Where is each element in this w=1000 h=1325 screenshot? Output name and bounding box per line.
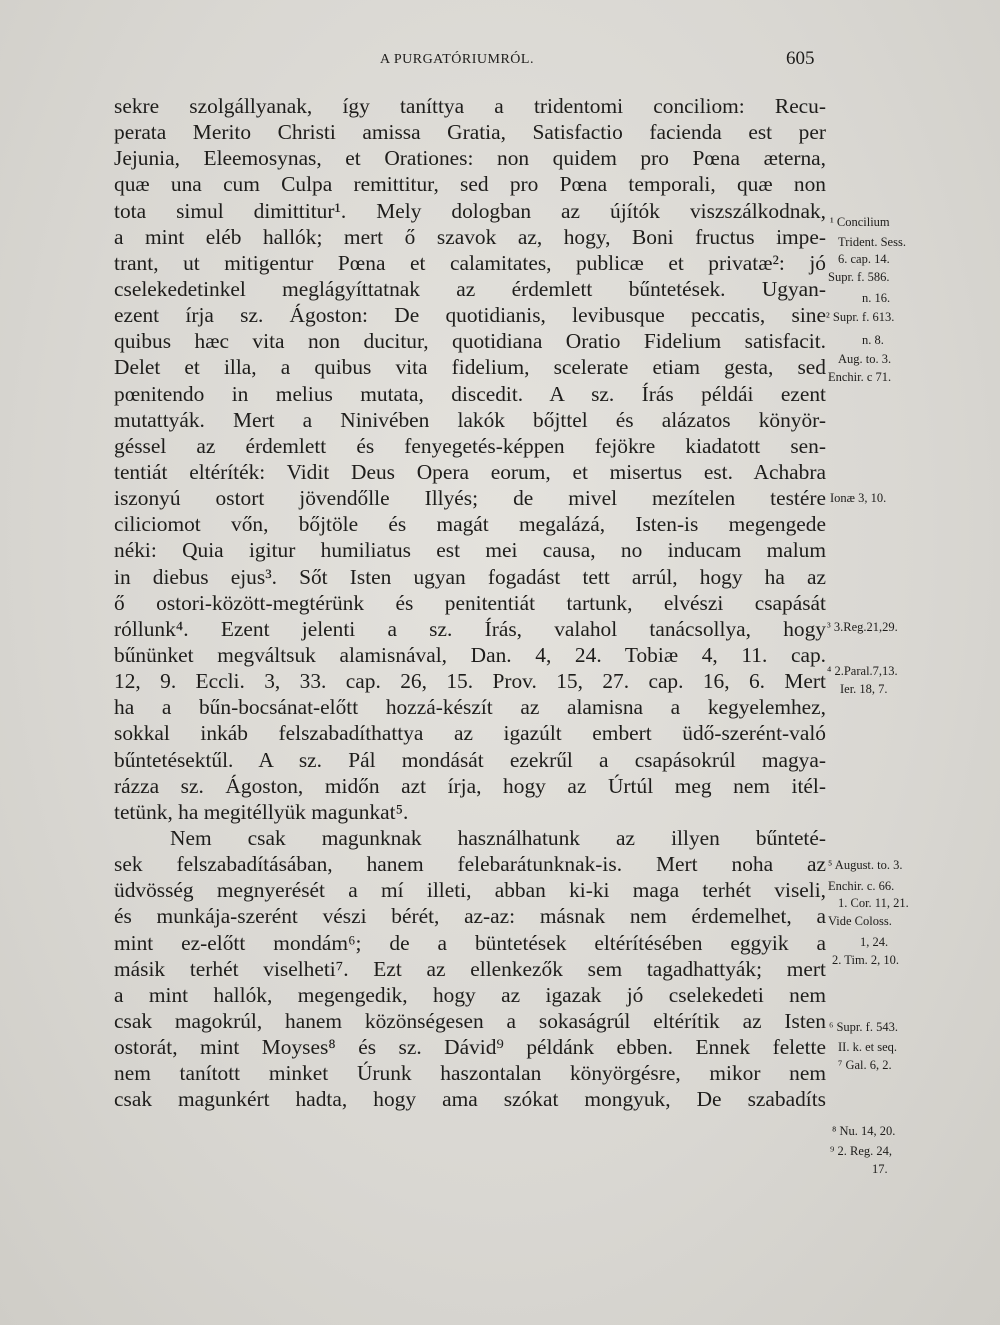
margin-note: Ionæ 3, 10.	[830, 491, 887, 505]
margin-note: Trident. Sess.	[838, 235, 906, 249]
margin-note: Aug. to. 3.	[838, 352, 892, 366]
text-line: quibus hæc vita non ducitur, quotidiana Oratio Fidelium satisfacit.	[114, 329, 826, 354]
margin-note: 17.	[872, 1162, 888, 1176]
margin-note: ² Supr. f. 613.	[826, 310, 895, 324]
text-line: Jejunia, Eleemosynas, et Orationes: non quidem pro Pœna æterna,	[114, 146, 826, 171]
text-line: tota simul dimittitur¹. Mely dologban az újítók viszszálkodnak,	[114, 198, 826, 223]
text-line: quæ una cum Culpa remittitur, sed pro Pœna temporali, quæ non	[114, 172, 826, 197]
text-line: rázza sz. Ágoston, midőn azt írja, hogy az Úrtúl meg nem itél-	[114, 773, 826, 798]
running-title: A PURGATÓRIUMRÓL.	[380, 52, 534, 67]
text-line: nem tanított minket Úrunk haszontalan könyörgésre, mikor nem	[114, 1061, 826, 1086]
text-line: mutattyák. Mert a Ninivében lakók bőjttel és alázatos könyör-	[114, 407, 826, 432]
text-line: másik terhét viselheti⁷. Ezt az ellenkezők sem tagadhattyák; mert	[114, 956, 826, 981]
margin-note: II. k. et seq.	[838, 1040, 898, 1054]
margin-note: Ier. 18, 7.	[840, 682, 888, 696]
margin-note: ⁹ 2. Reg. 24,	[830, 1144, 892, 1158]
text-line: 12, 9. Eccli. 3, 33. cap. 26, 15. Prov. 15, 27. cap. 16, 6. Mert	[114, 669, 826, 694]
text-line: ezent írja sz. Ágoston: De quotidianis, levibusque peccatis, sine	[114, 303, 826, 328]
text-line: ciliciomot vőn, bőjtöle és magát megalázá, Isten-is megengede	[114, 512, 826, 537]
margin-note: ⁷ Gal. 6, 2.	[838, 1058, 892, 1072]
text-line: in diebus ejus³. Sőt Isten ugyan fogadást tett arrúl, hogy ha az	[114, 564, 826, 589]
text-line: néki: Quia igitur humiliatus est mei causa, no inducam malum	[114, 538, 826, 563]
text-line: ha a bűn-bocsánat-előtt hozzá-készít az alamisna a kegyelemhez,	[114, 695, 826, 720]
text-line: csak magokrúl, hanem közönségesen a sokaságrúl eltérítik az Isten	[114, 1008, 826, 1033]
margin-note: ³ 3.Reg.21,29.	[827, 620, 898, 634]
text-line: ostorát, mint Moyses⁸ és sz. Dávid⁹ példánk ebben. Ennek felette	[114, 1035, 826, 1060]
margin-note: Supr. f. 586.	[828, 270, 890, 284]
margin-note: Vide Coloss.	[828, 914, 892, 928]
margin-note: Enchir. c 71.	[828, 370, 892, 384]
text-line: bűntetésektűl. A sz. Pál mondását ezekrűl a csapásokrúl magya-	[114, 747, 826, 772]
text-line: cselekedetinkel meglágyíttatnak az érdemlett bűntetések. Ugyan-	[114, 276, 826, 301]
text-line: sekre szolgállyanak, így taníttya a tridentomi conciliom: Recu-	[114, 94, 826, 118]
text-line: a mint eléb hallók; mert ő szavok az, hogy, Boni fructus impe-	[114, 224, 826, 249]
text-line: bűnünket megváltsuk alamisnával, Dan. 4, 24. Tobiæ 4, 11. cap.	[114, 642, 826, 667]
text-line: ő ostori-között-megtérünk és penitentiát tartunk, elvészi csapását	[114, 590, 826, 615]
margin-note: 1. Cor. 11, 21.	[838, 896, 909, 910]
text-line: Delet et illa, a quibus vita fidelium, scelerate etiam gesta, sed	[114, 355, 826, 380]
text-line: és munkája-szerént vészi bérét, az-az: másnak nem érdemelhet, a	[114, 904, 826, 929]
margin-note: Enchir. c. 66.	[828, 879, 895, 893]
text-line: perata Merito Christi amissa Gratia, Satisfactio facienda est per	[114, 120, 826, 145]
margin-note: 2. Tim. 2, 10.	[832, 953, 900, 967]
text-line: a mint hallók, megengedik, hogy az igazak jó cselekedeti nem	[114, 982, 826, 1007]
paragraph-first-line: Nem csak magunknak használhatunk az illyen bűnteté-	[170, 825, 826, 850]
margin-note: 6. cap. 14.	[838, 252, 890, 266]
margin-note: ¹ Concilium	[830, 215, 890, 229]
text-line: csak magunkért hadta, hogy ama szókat mongyuk, De szabadíts	[114, 1087, 826, 1112]
text-line: tentiát eltéríték: Vidit Deus Opera eorum, et misertus est. Achabra	[114, 459, 826, 484]
margin-note: n. 16.	[862, 291, 891, 305]
margin-note: ⁵ August. to. 3.	[828, 858, 903, 872]
margin-note: ⁸ Nu. 14, 20.	[832, 1124, 896, 1138]
text-line: trant, ut mitigentur Pœna et calamitates, publicæ et privatæ²: jó	[114, 250, 826, 275]
margin-note: ⁶ Supr. f. 543.	[829, 1020, 898, 1034]
margin-note: n. 8.	[862, 333, 884, 347]
page-number: 605	[786, 48, 815, 69]
text-line: iszonyú ostort jövendőlle Illyés; de mivel mezítelen testére	[114, 486, 826, 511]
margin-note: 1, 24.	[860, 935, 889, 949]
text-line: sek felszabadításában, hanem felebarátunknak-is. Mert noha az	[114, 852, 826, 877]
text-line: mint ez-előtt mondám⁶; de a büntetések eltérítésében eggyik a	[114, 930, 826, 955]
text-line: róllunk⁴. Ezent jelenti a sz. Írás, valahol tanácsollya, hogy	[114, 616, 826, 641]
margin-note: ⁴ 2.Paral.7,13.	[827, 664, 898, 678]
text-line: tetünk, ha megitéllyük magunkat⁵.	[114, 799, 409, 824]
text-line: pœnitendo in melius mutata, discedit. A sz. Írás példái ezent	[114, 381, 826, 406]
text-line: sokkal inkáb felszabadíthattya az igazúlt embert üdő-szerént-való	[114, 721, 826, 746]
text-line: üdvösség megnyerését a mí illeti, abban ki-ki maga terhét viseli,	[114, 878, 826, 903]
text-line: géssel az érdemlett és fenyegetés-képpen fejökre kiadatott sen-	[114, 433, 826, 458]
